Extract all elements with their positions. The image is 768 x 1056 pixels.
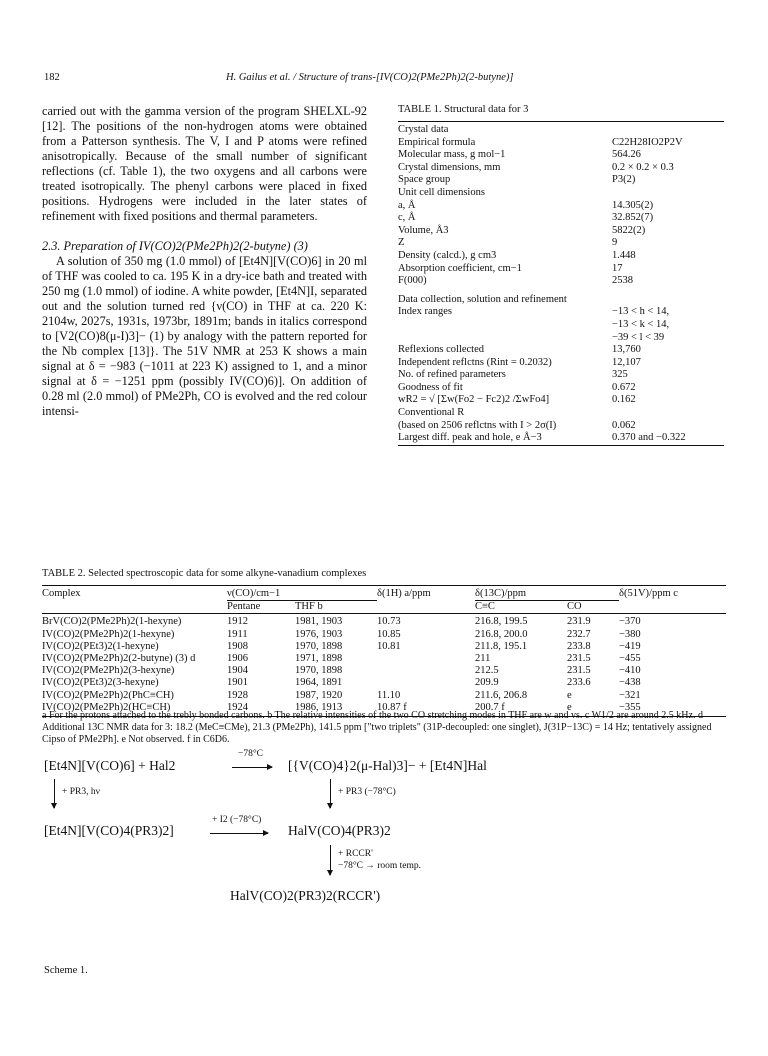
table-1-value: 0.370 and −0.322 [612, 432, 686, 444]
cell-h1: 10.73 [377, 614, 475, 629]
table-2-row [42, 665, 726, 677]
table-1-label: Crystal data [398, 124, 449, 135]
cell-v51: −370 [619, 614, 726, 629]
scheme-arrow-down-right [330, 779, 331, 808]
table-1-row [398, 369, 724, 382]
table-1-row [398, 263, 724, 276]
cell-pentane: 1908 [227, 640, 248, 652]
cell-thf: 1986, 1913 [295, 702, 377, 717]
running-head: H. Gailus et al. / Structure of trans-[IV(CO)2(PMe2Ph)2(2-butyne)] [226, 72, 514, 83]
cell-h1: 10.81 [377, 640, 401, 652]
table-1-value: 0.062 [612, 419, 636, 431]
table-1-row [398, 288, 724, 307]
table-1-row [398, 212, 724, 225]
cell-thf: 1970, 1898 [295, 665, 343, 677]
scheme-reactant: [Et4N][V(CO)6] + Hal2 [44, 758, 176, 773]
scheme-arrow-label-2: + I2 (−78°C) [212, 815, 262, 825]
table-1-row [398, 137, 724, 150]
cell-v51: −380 [619, 628, 641, 640]
cell-thf: 1987, 1920 [295, 689, 343, 701]
table-1-label: Density (calcd.), g cm3 [398, 249, 497, 261]
cell-pentane: 1928 [227, 689, 248, 701]
cell-co: 232.7 [567, 628, 591, 640]
table-1-label: Space group [398, 174, 451, 186]
table-1-row [398, 432, 724, 445]
cell-pentane: 1904 [227, 665, 248, 677]
table-1-label: No. of refined parameters [398, 369, 506, 381]
table-1-top-rule [398, 121, 724, 122]
cell-complex: IV(CO)2(PMe2Ph)2(PhC≡CH) [42, 689, 174, 701]
table-1-label: c, Å [398, 212, 416, 224]
table-1-row [398, 420, 724, 433]
cell-h1 [377, 665, 475, 677]
table-1-value: −13 < k < 14, [612, 318, 670, 330]
table-1-value: −39 < l < 39 [612, 331, 665, 343]
table-1-row [398, 187, 724, 200]
scheme-final-product: HalV(CO)2(PR3)2(RCCR') [230, 888, 381, 903]
table-1-value: 32.852(7) [612, 212, 654, 224]
table-1-value [612, 407, 724, 420]
cell-cc: 216.8, 200.0 [475, 628, 528, 640]
cell-co: e [567, 689, 572, 701]
table-1-label: wR2 = √ [Σw(Fo2 − Fc2)2 /ΣwFo4] [398, 394, 550, 406]
scheme-arrow-down-left [54, 779, 55, 808]
scheme-bridged-product: [{V(CO)4}2(μ-Hal)3]− + [Et4N]Hal [288, 758, 487, 773]
cell-cc: 216.8, 199.5 [475, 614, 567, 629]
col-h1: δ(1H) a/ppm [377, 588, 431, 599]
cell-co: 231.9 [567, 614, 619, 629]
cell-complex: IV(CO)2(PMe2Ph)2(HC≡CH) [42, 702, 227, 717]
cell-h1: 10.85 [377, 628, 401, 640]
table-1-body [398, 124, 724, 445]
scheme-halide-complex: HalV(CO)4(PR3)2 [288, 823, 391, 838]
table-1-label: Z [398, 237, 405, 249]
table-1-label: Largest diff. peak and hole, e Å−3 [398, 432, 542, 444]
table-1-caption: TABLE 1. Structural data for 3 [398, 104, 529, 115]
cell-h1: 10.87 f [377, 702, 475, 717]
cell-complex: IV(CO)2(PEt3)2(1-hexyne) [42, 640, 159, 652]
cell-co: 231.5 [567, 653, 591, 665]
table-1-value: 564.26 [612, 149, 641, 161]
table-1-label: Crystal dimensions, mm [398, 161, 501, 173]
table-1-row [398, 124, 724, 137]
table-1-bottom-rule [398, 445, 724, 446]
table-1-row [398, 319, 724, 332]
table-1-value: 14.305(2) [612, 199, 654, 211]
table-1-label: Independent reflctns (Rint = 0.2032) [398, 356, 552, 368]
table-1-row [398, 382, 724, 395]
table-1-label [398, 332, 612, 345]
page-number: 182 [44, 72, 60, 83]
col-v51: δ(51V)/ppm c [619, 588, 678, 599]
table-2-row [42, 653, 726, 665]
col-complex: Complex [42, 588, 81, 599]
left-column [42, 104, 367, 419]
cell-cc: 209.9 [475, 677, 499, 689]
table-1-value: −13 < h < 14, [612, 306, 670, 318]
table-1-value: 1.448 [612, 249, 636, 261]
table-2-caption: TABLE 2. Selected spectroscopic data for some alkyne-vanadium complexes [42, 568, 367, 579]
table-1-value: 12,107 [612, 356, 641, 368]
table-2 [42, 568, 726, 717]
cell-pentane: 1901 [227, 677, 248, 689]
table-1-label: Index ranges [398, 306, 452, 318]
table-1-value: P3(2) [612, 174, 636, 186]
cell-h1: 11.10 [377, 689, 401, 701]
table-1-row [398, 162, 724, 175]
col-nu-co: ν(CO)/cm−1 [227, 588, 281, 599]
table-1-row [398, 200, 724, 213]
table-1-value: 5822(2) [612, 224, 646, 236]
table-1-label: Unit cell dimensions [398, 186, 485, 198]
table-1-value: C22H28IO2P2V [612, 136, 683, 148]
cell-h1 [377, 677, 475, 689]
table-1-row [398, 357, 724, 370]
col-thf: THF b [295, 601, 377, 614]
scheme-label-final-2: −78°C → room temp. [338, 861, 422, 871]
table-1-value: 2538 [612, 275, 633, 287]
table-1-label: Data collection, solution and refinement [398, 293, 567, 305]
scheme-label-final-1: + RCCR' [338, 849, 373, 859]
cell-complex: IV(CO)2(PMe2Ph)2(3-hexyne) [42, 665, 175, 677]
cell-co: 233.6 [567, 677, 591, 689]
scheme-label-down-right: + PR3 (−78°C) [338, 787, 396, 797]
cell-complex: BrV(CO)2(PMe2Ph)2(1-hexyne) [42, 614, 227, 629]
cell-pentane: 1912 [227, 614, 295, 629]
table-1-row [398, 332, 724, 345]
table-1-row [398, 306, 724, 319]
cell-pentane: 1924 [227, 702, 295, 717]
table-1-value: 325 [612, 369, 628, 381]
cell-cc: 200.7 f [475, 702, 567, 717]
cell-thf: 1971, 1898 [295, 653, 343, 665]
paragraph-preparation: A solution of 350 mg (1.0 mmol) of [Et4N][V(CO)6] in 20 ml of THF was cooled to ca. 195 K in a dry-ice bath and treated with 250 mg (1.0 mmol) of iodine. A white powder, [Et4N]I, separated out and the solution turned red {ν(CO) in THF at ca. 220 K: 2104w, 2027s, 1931s, 1973br, 1891m; bands in italics correspond to [V2(CO)8(μ-I)3]− (1) by analogy with the pattern reported for the Nb complex [13]}. The 51V NMR at 253 K shows a main signal at δ = −983 (−1011 at 223 K) assigned to 1, and a minor signal at δ = −1251 ppm (possibly IV(CO)6)]. On addition of 0.28 ml (2.0 mmol) of PMe2Ph, CO is evolved and the red colour intensi- [42, 254, 367, 418]
table-1-value [612, 124, 724, 137]
table-2-footnote: a For the protons attached to the trebly bonded carbons. b The relative intensities of the two CO stretching modes in THF are w and vs. c W1/2 are around 2.5 kHz. d Additional 13C NMR data for 3: 18.2 (MeC≡CMe), 21.3 (PMe2Ph), 141.5 ppm ["two triplets" (31P-decoupled: one singlet), J(31P−13C) = 14 Hz; tentatively assigned Cipso of PMe2Ph]. e Not observed. f in C6D6. [42, 710, 712, 745]
cell-v51: −419 [619, 640, 641, 652]
cell-pentane: 1906 [227, 653, 248, 665]
cell-complex: IV(CO)2(PMe2Ph)2(2-butyne) (3) d [42, 653, 196, 665]
table-1-label: (based on 2506 reflctns with I > 2σ(I) [398, 419, 557, 431]
table-1-row [398, 225, 724, 238]
scheme-arrow-2 [210, 833, 268, 834]
table-1-value: 0.672 [612, 381, 636, 393]
cell-v51: −438 [619, 677, 641, 689]
cell-v51: −455 [619, 653, 641, 665]
table-1-label: a, Å [398, 199, 416, 211]
col-c13: δ(13C)/ppm [475, 588, 527, 599]
cell-cc: 211.8, 195.1 [475, 640, 528, 652]
table-2-row [42, 690, 726, 702]
cell-thf: 1970, 1898 [295, 640, 343, 652]
table-1-value [612, 187, 724, 200]
scheme-label-down-left: + PR3, hν [62, 787, 100, 797]
table-1-label: Reflexions collected [398, 344, 485, 356]
table-2-row [42, 614, 726, 629]
scheme-arrow-down-final [330, 845, 331, 875]
table-2-row [42, 641, 726, 653]
cell-cc: 211 [475, 653, 491, 665]
table-2-row [42, 629, 726, 641]
cell-cc: 212.5 [475, 665, 499, 677]
col-pentane: Pentane [227, 601, 295, 614]
col-co: CO [567, 601, 619, 614]
cell-h1 [377, 653, 475, 665]
table-1-label: F(000) [398, 275, 427, 287]
table-2-grid [42, 586, 726, 717]
table-1-row [398, 174, 724, 187]
cell-v51: −321 [619, 689, 641, 701]
cell-co: 233.8 [567, 640, 591, 652]
table-1-row [398, 407, 724, 420]
table-1-label: Volume, Å3 [398, 224, 449, 236]
table-1-row [398, 237, 724, 250]
cell-v51: −355 [619, 702, 726, 717]
table-1-label [398, 319, 612, 332]
table-2-row [42, 677, 726, 689]
table-1-label: Molecular mass, g mol−1 [398, 149, 506, 161]
scheme-label: Scheme 1. [44, 965, 88, 976]
cell-co: e [567, 702, 619, 717]
table-1-value: 9 [612, 237, 618, 249]
table-1-row [398, 344, 724, 357]
scheme-arrow-1 [232, 767, 272, 768]
table-1-row [398, 394, 724, 407]
table-1-row [398, 149, 724, 162]
cell-v51: −410 [619, 665, 641, 677]
col-cc: C≡C [475, 601, 567, 614]
table-1-value: 0.162 [612, 394, 636, 406]
scheme-arrow-label-1: −78°C [238, 749, 263, 759]
table-1-row [398, 275, 724, 288]
table-1 [398, 104, 724, 446]
table-1-value [612, 288, 724, 307]
cell-cc: 211.6, 206.8 [475, 689, 528, 701]
table-1-value: 0.2 × 0.2 × 0.3 [612, 161, 674, 173]
cell-pentane: 1911 [227, 628, 248, 640]
table-1-label: Absorption coefficient, cm−1 [398, 262, 522, 274]
cell-complex: IV(CO)2(PMe2Ph)2(1-hexyne) [42, 628, 175, 640]
cell-co: 231.5 [567, 665, 591, 677]
cell-thf: 1976, 1903 [295, 628, 343, 640]
scheme-tetracarbonyl-salt: [Et4N][V(CO)4(PR3)2] [44, 823, 174, 838]
table-1-label: Goodness of fit [398, 381, 463, 393]
section-title: 2.3. Preparation of IV(CO)2(PMe2Ph)2(2-butyne) (3) [42, 239, 308, 253]
table-1-value: 13,760 [612, 344, 641, 356]
cell-complex: IV(CO)2(PEt3)2(3-hexyne) [42, 677, 159, 689]
table-1-value: 17 [612, 262, 623, 274]
table-1-label: Empirical formula [398, 136, 476, 148]
cell-thf: 1964, 1891 [295, 677, 343, 689]
paragraph-refinement: carried out with the gamma version of the program SHELXL-92 [12]. The positions of the non-hydrogen atoms were obtained from a Patterson synthesis. The V, I and P atoms were refined anisotropically. Because of the small number of significant reflections (cf. Table 1), the two oxygens and all carbons were treated isotropically. The phenyl carbons were placed in fixed positions. Hydrogens were included in the later states of refinement with fixed positions and thermal parameters. [42, 104, 367, 223]
table-1-label: Conventional R [398, 407, 465, 419]
table-1-row [398, 250, 724, 263]
cell-thf: 1981, 1903 [295, 614, 377, 629]
